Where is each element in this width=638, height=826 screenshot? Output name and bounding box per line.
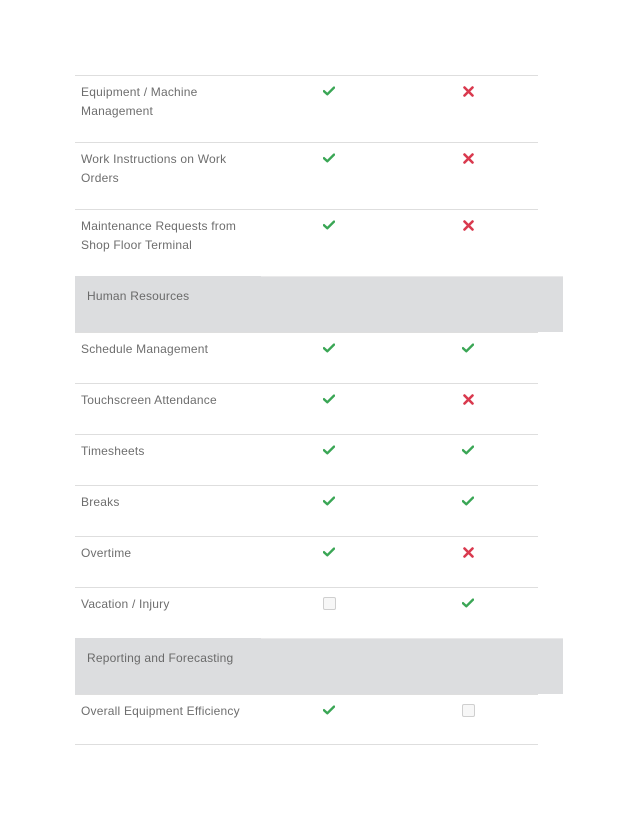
table-row: [75, 434, 538, 485]
check-icon: [322, 341, 336, 355]
cross-icon: [461, 151, 475, 165]
check-icon: [322, 84, 336, 98]
cross-icon: [461, 545, 475, 559]
table-row: [75, 694, 538, 745]
section-divider: [261, 638, 563, 639]
check-icon: [322, 443, 336, 457]
table-row: [75, 209, 538, 276]
check-icon: [461, 341, 475, 355]
check-icon: [322, 703, 336, 717]
table-row: [75, 142, 538, 209]
check-icon: [322, 218, 336, 232]
table-row: [75, 383, 538, 434]
table-row: [75, 536, 538, 587]
check-icon: [461, 494, 475, 508]
check-icon: [322, 494, 336, 508]
section-title: Human Resources: [87, 289, 190, 303]
section-header-human-resources: [75, 276, 563, 332]
empty-checkbox-icon: [461, 703, 475, 717]
feature-label: Overall Equipment Efficiency: [81, 704, 240, 718]
feature-label: Schedule Management: [81, 342, 209, 356]
section-divider: [261, 276, 563, 277]
check-icon: [461, 596, 475, 610]
section-header-reporting-and-forecasting: [75, 638, 563, 694]
cross-icon: [461, 392, 475, 406]
feature-label: Equipment / Machine Management: [81, 85, 198, 118]
cross-icon: [461, 218, 475, 232]
table-row: [75, 587, 538, 638]
table-row: [75, 485, 538, 536]
table-row: [75, 75, 538, 142]
check-icon: [461, 443, 475, 457]
feature-label: Touchscreen Attendance: [81, 393, 217, 407]
feature-label: Overtime: [81, 546, 132, 560]
check-icon: [322, 392, 336, 406]
cross-icon: [461, 84, 475, 98]
check-icon: [322, 151, 336, 165]
feature-label: Work Instructions on Work Orders: [81, 152, 227, 185]
section-title: Reporting and Forecasting: [87, 651, 234, 665]
check-icon: [322, 545, 336, 559]
feature-label: Breaks: [81, 495, 120, 509]
comparison-table: [75, 75, 563, 745]
feature-label: Timesheets: [81, 444, 145, 458]
feature-label: Vacation / Injury: [81, 597, 170, 611]
table-row: [75, 332, 538, 383]
feature-label: Maintenance Requests from Shop Floor Terminal: [81, 219, 237, 252]
empty-checkbox-icon: [322, 596, 336, 610]
